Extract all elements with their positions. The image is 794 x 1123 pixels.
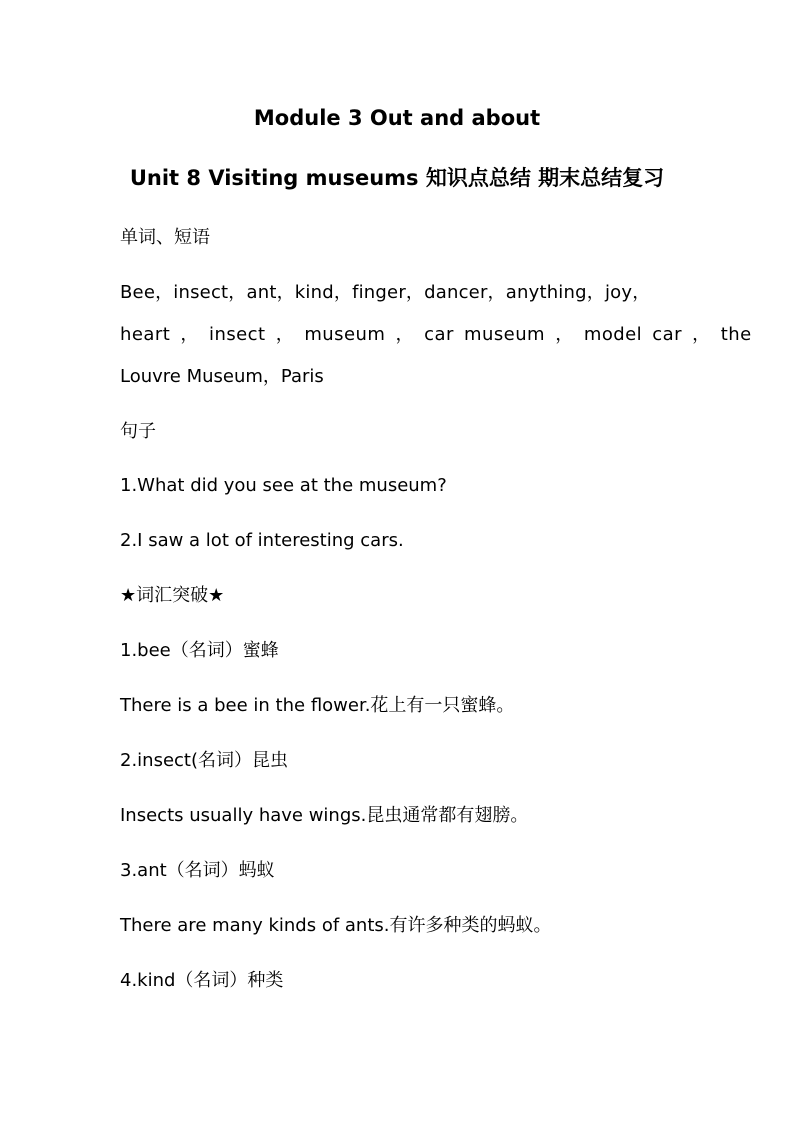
breakthrough-heading: ★词汇突破★ <box>120 585 225 606</box>
unit-title: Unit 8 Visiting museums 知识点总结 期末总结复习 <box>129 166 665 190</box>
module-title: Module 3 Out and about <box>253 106 541 130</box>
sentence-item: 1.What did you see at the museum? <box>120 475 447 496</box>
vocab-entry-example: There are many kinds of ants.有许多种类的蚂蚁。 <box>120 915 552 936</box>
vocabulary-line-2: heart ， insect ， museum ， car museum ， model car ， the <box>120 324 752 345</box>
sentences-heading: 句子 <box>120 421 156 442</box>
vocab-entry-word: 4.kind（名词）种类 <box>120 970 284 991</box>
vocab-entry-word: 2.insect(名词）昆虫 <box>120 750 289 771</box>
vocabulary-line-1-text: Bee，insect，ant，kind，finger，dancer，anything，joy， <box>120 282 651 303</box>
vocab-entry-example: There is a bee in the flower.花上有一只蜜蜂。 <box>120 695 515 716</box>
sentence-item: 2.I saw a lot of interesting cars. <box>120 530 404 551</box>
vocab-entry-example: Insects usually have wings.昆虫通常都有翅膀。 <box>120 805 529 826</box>
vocabulary-line-1 <box>120 281 675 305</box>
vocab-entry-word: 3.ant（名词）蚂蚁 <box>120 860 275 881</box>
vocabulary-heading: 单词、短语 <box>120 227 210 248</box>
vocabulary-line-3: Louvre Museum，Paris <box>120 366 324 387</box>
vocab-entry-word: 1.bee（名词）蜜蜂 <box>120 640 279 661</box>
